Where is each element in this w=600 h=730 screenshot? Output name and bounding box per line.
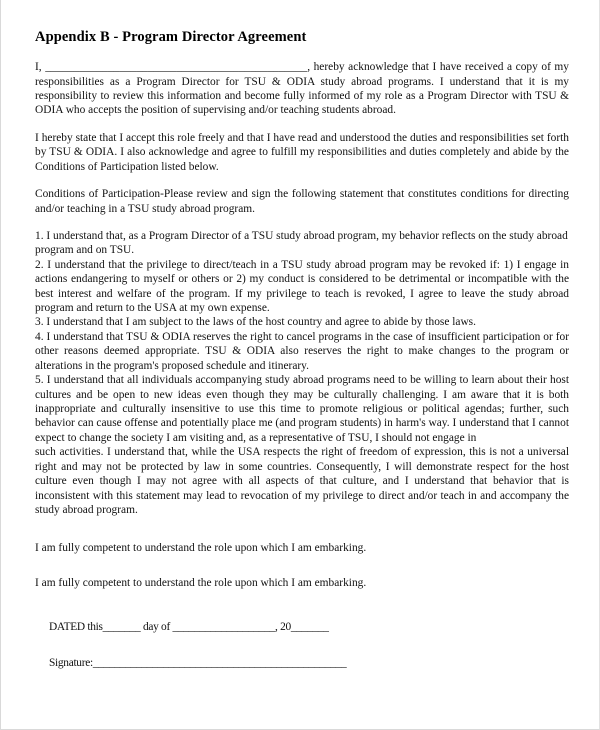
condition-item-5-continuation: such activities. I understand that, while the USA respects the right of freedom of expression, this is not a universal right and may not be protected by law in some countries. Consequently, I will demonstrate respect for the host culture even though I may not agree with all aspects of that culture, and I understand that behavior that is inconsistent with this statement may lead to revocation of my privilege to direct and/or teach in and accompany the study abroad program. xyxy=(35,446,569,516)
competency-statement-2: I am fully competent to understand the role upon which I am embarking. xyxy=(35,576,367,589)
dated-line[interactable]: DATED this_______ day of ___________________, 20_______ xyxy=(49,621,329,634)
paragraph-acceptance: I hereby state that I accept this role freely and that I have read and understood the duties and responsibilities set forth by TSU & ODIA. I also acknowledge and agree to fulfill my responsibilities and duties completely and abide by the Conditions of Participation listed below. xyxy=(35,131,569,173)
condition-item-3: 3. I understand that I am subject to the laws of the host country and agree to abide by those laws. xyxy=(35,316,476,329)
spacer xyxy=(35,556,569,576)
condition-item-4: 4. I understand that TSU & ODIA reserves the right to cancel programs in the case of insufficient participation or for other reasons deemed appropriate. TSU & ODIA also reserves the right to make changes to the program or alterations in the program's proposed schedule and itinerary. xyxy=(35,330,569,372)
spacer xyxy=(49,636,569,656)
condition-item-2: 2. I understand that the privilege to direct/teach in a TSU study abroad program may be revoked if: 1) I engage in actions endangering to myself or others or 2) my conduct is considered to be detrimental or incompatible with the best interest and welfare of the program. If my privilege to teach is revoked, I agree to leave the study abroad program and return to the USA at my own expense. xyxy=(35,258,569,315)
competency-statement-1: I am fully competent to understand the role upon which I am embarking. xyxy=(35,542,367,555)
page-title: Appendix B - Program Director Agreement xyxy=(35,29,307,45)
signature-line[interactable]: Signature:_______________________________________________ xyxy=(49,656,347,669)
spacer xyxy=(35,590,569,620)
signature-block xyxy=(35,620,569,671)
condition-item-5: 5. I understand that all individuals accompanying study abroad programs need to be willing to learn about their host cultures and be open to new ideas even though they may be culturally challenging. I am aware that it is both inappropriate and culturally insensitive to use this time to promote religious or political agendas; further, such behavior can cause offense and potentially place me (and program students) in harm's way. I understand that I cannot expect to change the society I am visiting and, as a representative of TSU, I should not engage in xyxy=(35,374,569,444)
paragraph-acknowledgement: I, ______________________________________________, hereby acknowledge that I have received a copy of my responsibilities as a Program Director for TSU & ODIA study abroad programs. I understand that it is my responsibility to review this information and become fully informed of my role as a Program Director with TSU & ODIA who accepts the position of supervising and/or teaching students abroad. xyxy=(35,61,569,117)
paragraph-conditions-intro: Conditions of Participation-Please review and sign the following statement that constitutes conditions for directing and/or teaching in a TSU study abroad program. xyxy=(35,188,569,215)
condition-item-1: 1. I understand that, as a Program Director of a TSU study abroad program, my behavior reflects on the study abroad program and on TSU. xyxy=(35,229,568,257)
conditions-list xyxy=(35,229,569,517)
spacer xyxy=(35,530,569,541)
